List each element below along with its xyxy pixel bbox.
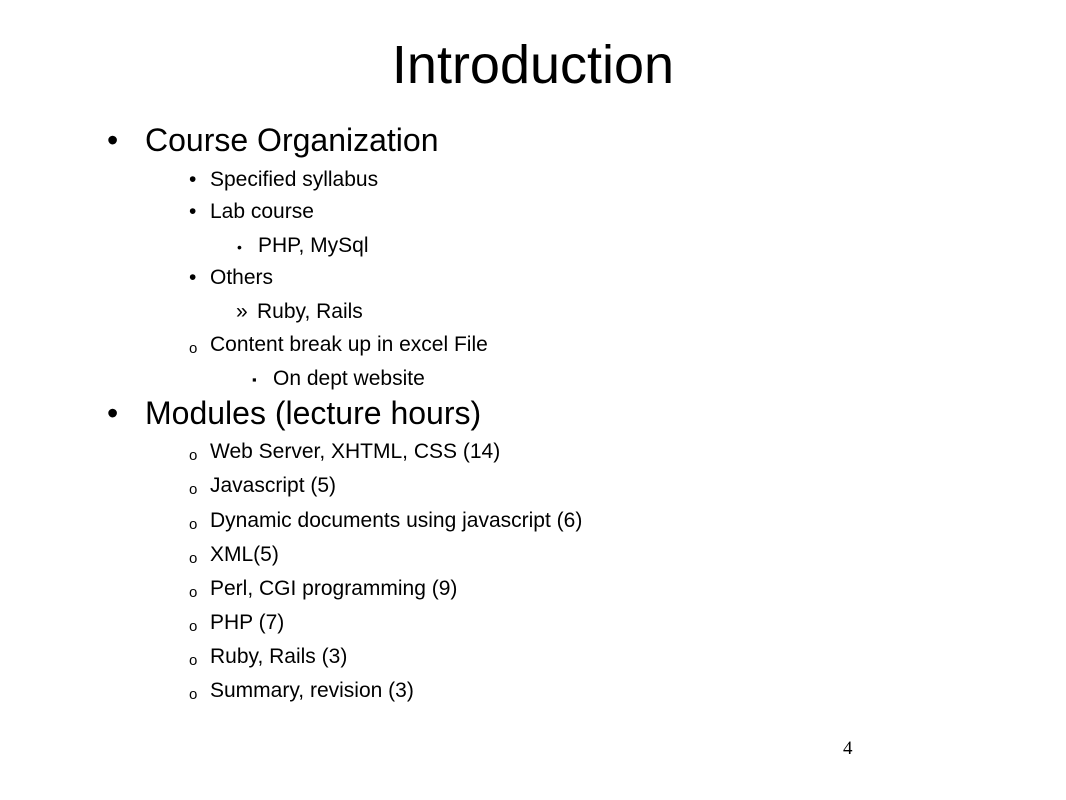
outline-item-label: Others (210, 266, 274, 289)
circle-bullet-icon: o (189, 584, 198, 601)
module-label: Dynamic documents using javascript (6) (210, 509, 583, 532)
bullet-icon: • (189, 200, 197, 223)
circle-bullet-icon: o (189, 516, 198, 533)
bullet-icon: • (107, 122, 119, 158)
outline-item-label: Lab course (210, 200, 314, 223)
outline-item-label: Ruby, Rails (257, 300, 363, 323)
module-label: Summary, revision (3) (210, 679, 414, 702)
circle-bullet-icon: o (189, 686, 198, 703)
bullet-icon: • (189, 168, 197, 191)
bullet-icon: • (237, 239, 242, 255)
outline-item-label: PHP, MySql (258, 234, 369, 257)
module-label: Web Server, XHTML, CSS (14) (210, 440, 501, 463)
circle-bullet-icon: o (189, 618, 198, 635)
module-label: PHP (7) (210, 611, 285, 634)
outline-item-label: Specified syllabus (210, 168, 379, 191)
slide-title: Introduction (391, 35, 675, 95)
outline-item-label: Course Organization (145, 122, 439, 158)
module-label: Perl, CGI programming (9) (210, 577, 458, 600)
outline-item-label: On dept website (273, 367, 425, 390)
circle-bullet-icon: o (189, 550, 198, 567)
bullet-icon: • (107, 395, 119, 431)
circle-bullet-icon: o (189, 340, 198, 357)
page-number: 4 (843, 738, 853, 759)
circle-bullet-icon: o (189, 481, 198, 498)
bullet-icon: • (189, 266, 197, 289)
outline-item-label: Modules (lecture hours) (145, 395, 482, 431)
square-bullet-icon: ▪ (252, 372, 257, 387)
module-label: Ruby, Rails (3) (210, 645, 348, 668)
module-label: XML(5) (210, 543, 279, 566)
outline-item-label: Content break up in excel File (210, 333, 488, 356)
chevron-double-right-icon: » (236, 300, 248, 323)
circle-bullet-icon: o (189, 652, 198, 669)
circle-bullet-icon: o (189, 447, 198, 464)
module-label: Javascript (5) (210, 474, 337, 497)
